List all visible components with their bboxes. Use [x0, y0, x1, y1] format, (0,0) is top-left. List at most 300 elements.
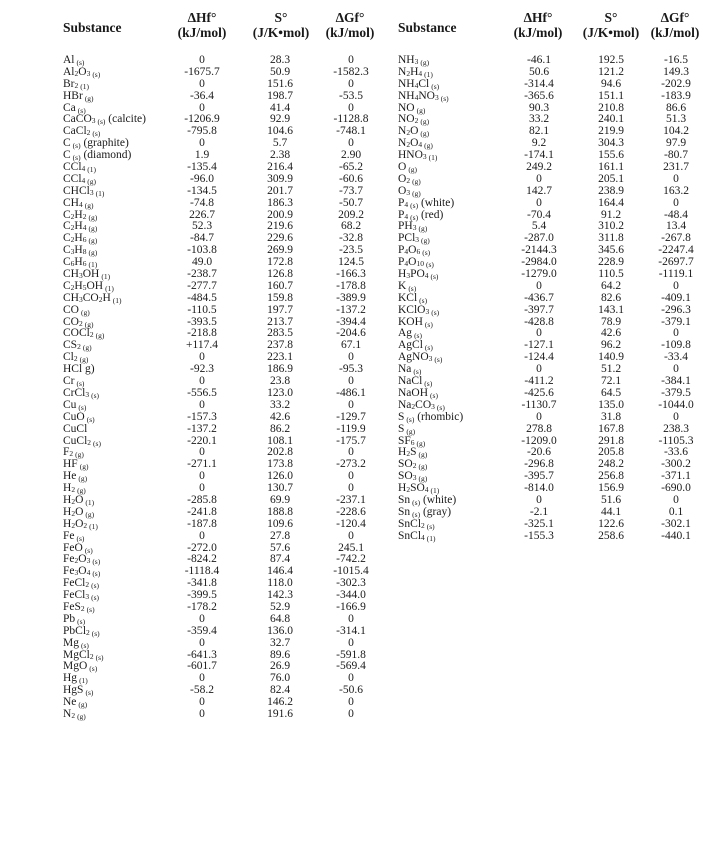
formula: COCl$_2$	[63, 327, 94, 340]
enthalpy-value: 0	[199, 77, 205, 90]
state-label: (s)	[92, 69, 101, 79]
gibbs-value: -2247.4	[658, 244, 694, 257]
state-label: (g)	[88, 212, 98, 222]
enthalpy-value: -395.7	[524, 470, 554, 483]
enthalpy-value: -241.8	[187, 505, 217, 518]
enthalpy-value: -174.1	[524, 149, 554, 162]
entropy-value: 173.8	[267, 458, 293, 471]
gibbs-value: -50.6	[339, 684, 363, 697]
state-label: (s)	[440, 93, 449, 103]
state-label: (s)	[434, 355, 443, 365]
gibbs-value: -95.3	[339, 363, 363, 376]
state-label: (g)	[79, 355, 89, 365]
state-label: (g)	[416, 438, 426, 448]
entropy-value: 91.2	[600, 208, 622, 221]
entropy-value: 213.7	[267, 315, 293, 328]
formula: $H_2O_2$	[63, 517, 88, 530]
enthalpy-value: -2144.3	[521, 244, 557, 257]
entropy-value: 164.4	[598, 196, 624, 209]
formula: $SO_3$	[398, 470, 417, 483]
state-label: (s)	[436, 402, 445, 412]
state-label: (g)	[416, 105, 426, 115]
gibbs-value: -302.3	[336, 577, 366, 590]
enthalpy-value: 0	[199, 470, 205, 483]
gibbs-value: 0	[348, 77, 354, 90]
gibbs-value: -33.6	[664, 446, 688, 459]
state-label: (s)	[406, 414, 415, 424]
state-label: (g)	[420, 129, 430, 139]
formula: KOH	[398, 315, 423, 328]
state-label: (g)	[418, 450, 428, 460]
formula: $C_2H_2$	[63, 208, 87, 221]
state-label: (g)	[408, 165, 418, 175]
enthalpy-value: -393.5	[187, 315, 217, 328]
state-label: (g)	[77, 711, 86, 721]
state-label: (1)	[424, 69, 433, 79]
formula: $N_2H_4$	[398, 65, 423, 78]
gibbs-value: -273.2	[336, 458, 366, 471]
substance-name	[63, 424, 87, 436]
formula: PbCl$_2$	[63, 624, 90, 637]
state-label: (g)	[84, 93, 94, 103]
state-label: (g)	[78, 474, 88, 484]
gibbs-value: 0	[673, 172, 679, 185]
formula: CHCl$_3$	[63, 184, 94, 197]
gibbs-unit: (kJ/mol)	[650, 25, 700, 40]
formula: Na	[398, 363, 412, 376]
formula: Sn	[398, 505, 411, 518]
state-label: (s)	[419, 295, 428, 305]
state-label: (s)	[77, 105, 86, 115]
formula: AgCl	[398, 339, 423, 352]
enthalpy-value: -124.4	[524, 351, 554, 364]
enthalpy-value: -287.0	[524, 232, 554, 245]
enthalpy-value: 0	[199, 529, 205, 542]
entropy-value: 109.6	[267, 517, 293, 530]
formula: $H_2O$	[63, 493, 84, 506]
enthalpy-value: -425.6	[524, 386, 554, 399]
entropy-value: 110.5	[598, 268, 624, 281]
formula: $CH_3OH$	[63, 268, 100, 281]
formula: $C_2H_4$	[63, 220, 87, 233]
enthalpy-value: -1279.0	[521, 268, 557, 281]
enthalpy-value: 0	[199, 375, 205, 388]
gibbs-value: -1105.3	[658, 434, 694, 447]
formula: $NO_2$	[398, 113, 419, 126]
entropy-value: 146.4	[267, 565, 293, 578]
gibbs-value: -32.8	[339, 232, 363, 245]
gibbs-value: 0	[348, 482, 354, 495]
formula: Mg	[63, 636, 79, 649]
state-label: (s)	[92, 557, 101, 567]
form-label: (rhombic)	[414, 410, 464, 423]
entropy-value: 283.5	[267, 327, 293, 340]
state-label: (g)	[84, 319, 94, 329]
entropy-value: 228.9	[598, 256, 624, 269]
entropy-value: 172.8	[267, 256, 293, 269]
state-label: (1)	[80, 81, 89, 91]
enthalpy-value: -556.5	[187, 386, 217, 399]
enthalpy-value: -110.5	[187, 303, 217, 316]
formula: NO	[398, 101, 415, 114]
formula: HgS	[63, 684, 84, 697]
gibbs-value: -50.7	[339, 196, 363, 209]
entropy-value: 52.9	[269, 600, 291, 613]
enthalpy-value: -103.8	[187, 244, 217, 257]
formula: FeS$_2$	[63, 600, 85, 613]
entropy-value: 51.6	[600, 493, 622, 506]
form-label: (calcite)	[105, 113, 146, 126]
enthalpy-value: -127.1	[524, 339, 554, 352]
form-label: (red)	[418, 208, 444, 221]
state-label: (1)	[112, 295, 122, 305]
gibbs-value: 149.3	[663, 65, 689, 78]
enthalpy-value: 0	[199, 672, 205, 685]
entropy-value: 205.1	[598, 172, 624, 185]
entropy-value: 31.8	[600, 410, 622, 423]
gibbs-header	[630, 10, 720, 40]
entropy-value: 78.9	[600, 315, 622, 328]
enthalpy-value: -137.2	[187, 422, 217, 435]
gibbs-value: 0	[348, 696, 354, 709]
gibbs-value: 67.1	[340, 339, 362, 352]
state-label: (g)	[412, 188, 421, 198]
gibbs-value: -440.1	[661, 529, 691, 542]
enthalpy-value: -155.3	[524, 529, 554, 542]
enthalpy-value: 0	[199, 351, 205, 364]
enthalpy-value: -2984.0	[521, 256, 557, 269]
gibbs-value: -314.1	[336, 624, 366, 637]
enthalpy-value: 82.1	[528, 125, 550, 138]
gibbs-value: 245.1	[338, 541, 364, 554]
formula: Sn	[398, 493, 411, 506]
entropy-value: 140.9	[598, 351, 624, 364]
entropy-value: 186.9	[267, 363, 293, 376]
enthalpy-value: 50.6	[528, 65, 550, 78]
enthalpy-value: -238.7	[187, 268, 217, 281]
entropy-value: 2.38	[269, 149, 291, 162]
state-label: (1)	[101, 272, 111, 282]
formula: CO	[63, 303, 79, 316]
gibbs-value: 0	[673, 279, 679, 292]
state-label: (1)	[79, 676, 88, 686]
formula: Cr	[63, 375, 75, 388]
state-label: (s)	[92, 129, 101, 139]
gibbs-value: -119.9	[336, 422, 366, 435]
gibbs-value: -33.4	[664, 351, 688, 364]
formula: $N_2O_4$	[398, 137, 423, 150]
formula: $NH_4Cl$	[398, 77, 430, 90]
state-label: (g)	[420, 117, 430, 127]
enthalpy-value: -1130.7	[521, 398, 557, 411]
state-label: (s)	[77, 616, 86, 626]
formula: Al	[63, 54, 75, 66]
gibbs-value: 0	[673, 196, 679, 209]
entropy-value: 309.9	[267, 172, 293, 185]
entropy-value: 121.2	[598, 65, 624, 78]
formula: S	[398, 410, 405, 423]
gibbs-value: -109.8	[661, 339, 691, 352]
state-label: (s)	[78, 402, 87, 412]
gibbs-value: -591.8	[336, 648, 366, 661]
substance-header: Substance	[398, 20, 457, 35]
enthalpy-value: 142.7	[526, 184, 552, 197]
enthalpy-value: 0	[536, 327, 542, 340]
entropy-value: 130.7	[267, 482, 293, 495]
form-label: (white)	[418, 196, 455, 209]
formula: Cu	[63, 398, 77, 411]
enthalpy-value: 49.0	[191, 256, 213, 269]
entropy-value: 72.1	[600, 375, 622, 388]
state-label: (g)	[80, 307, 90, 317]
entropy-value: 32.7	[269, 636, 291, 649]
enthalpy-value: -92.3	[190, 363, 214, 376]
gibbs-value: -409.1	[661, 291, 691, 304]
entropy-value: 197.7	[267, 303, 293, 316]
enthalpy-value: -641.3	[187, 648, 217, 661]
state-label: (1)	[87, 165, 97, 175]
enthalpy-unit: (kJ/mol)	[177, 25, 227, 40]
gibbs-value: 0	[673, 327, 679, 340]
entropy-value: 291.8	[598, 434, 624, 447]
formula: NaCl	[398, 375, 423, 388]
entropy-value: 200.9	[267, 208, 293, 221]
enthalpy-value: 9.2	[531, 137, 547, 150]
form-label: (graphite)	[80, 137, 129, 150]
enthalpy-value: 0	[199, 696, 205, 709]
enthalpy-value: 0	[199, 636, 205, 649]
entropy-value: 86.2	[269, 422, 291, 435]
state-label: (s)	[413, 367, 422, 377]
gibbs-value: -379.1	[661, 315, 691, 328]
formula: $P_4O_{10}$	[398, 256, 424, 269]
gibbs-value: -300.2	[661, 458, 691, 471]
entropy-symbol: S°	[274, 10, 288, 25]
state-label: (s)	[80, 640, 89, 650]
entropy-value: 223.1	[267, 351, 293, 364]
formula: $SF_6$	[398, 434, 415, 447]
state-label: (s)	[410, 212, 419, 222]
entropy-value: 44.1	[600, 505, 622, 518]
state-label: (g)	[88, 224, 98, 234]
substance-header: Substance	[63, 20, 122, 35]
entropy-value: 92.9	[269, 113, 291, 126]
enthalpy-value: -1675.7	[184, 65, 220, 78]
formula: $CH_4$	[63, 196, 83, 209]
state-label: (g)	[79, 462, 89, 472]
state-label: (s)	[89, 664, 98, 674]
enthalpy-value: 33.2	[528, 113, 550, 126]
state-label: (s)	[85, 688, 94, 698]
gibbs-value: 0	[348, 707, 354, 720]
form-label: (diamond)	[80, 149, 132, 162]
entropy-value: 191.6	[267, 707, 293, 720]
formula: $O_2$	[398, 172, 411, 185]
formula: HBr	[63, 89, 83, 102]
gibbs-value: -2697.7	[658, 256, 694, 269]
entropy-value: 205.8	[598, 446, 624, 459]
formula: $NH_4NO_3$	[398, 89, 439, 102]
formula: $CS_2$	[63, 339, 81, 352]
formula: CuCl$_2$	[63, 434, 92, 447]
enthalpy-value: -428.8	[524, 315, 554, 328]
gibbs-value: -23.5	[339, 244, 363, 257]
entropy-value: 33.2	[269, 398, 291, 411]
gibbs-value: -120.4	[336, 517, 366, 530]
formula: $Al_2O_3$	[63, 65, 91, 78]
entropy-value: 82.4	[269, 684, 291, 697]
entropy-value: 258.6	[598, 529, 624, 542]
formula: $H_2O$	[63, 505, 84, 518]
gibbs-value: 13.4	[665, 220, 687, 233]
gibbs-value: -1044.0	[658, 398, 694, 411]
formula: $N_2$	[63, 707, 76, 720]
formula: CuO	[63, 410, 85, 423]
enthalpy-value: -46.1	[527, 54, 551, 66]
gibbs-value: -1582.3	[333, 65, 369, 78]
gibbs-value: 209.2	[338, 208, 364, 221]
gibbs-value: 0	[348, 54, 354, 66]
state-label: (1)	[430, 486, 440, 496]
state-label: (s)	[424, 379, 433, 389]
gibbs-value: -742.2	[336, 553, 366, 566]
formula: KClO$_3$	[398, 303, 430, 316]
enthalpy-value: 0	[536, 172, 542, 185]
gibbs-value: -65.2	[339, 161, 363, 174]
entropy-value: 269.9	[267, 244, 293, 257]
enthalpy-value: 226.7	[189, 208, 215, 221]
enthalpy-value: -58.2	[190, 684, 214, 697]
enthalpy-value: 52.3	[191, 220, 213, 233]
enthalpy-value: -814.0	[524, 482, 554, 495]
entropy-value: 219.9	[598, 125, 624, 138]
enthalpy-value: -411.2	[524, 375, 554, 388]
gibbs-value: 0	[348, 470, 354, 483]
gibbs-value: -202.9	[661, 77, 691, 90]
state-label: (g)	[82, 343, 92, 353]
state-label: (1)	[88, 260, 98, 270]
formula: $Cl_2$	[63, 351, 78, 364]
entropy-value: 210.8	[598, 101, 624, 114]
enthalpy-value: -96.0	[190, 172, 214, 185]
formula: SnCl$_2$	[398, 517, 425, 530]
formula: C	[63, 137, 71, 150]
gibbs-symbol: ΔGf°	[335, 10, 365, 25]
enthalpy-value: -399.5	[187, 589, 217, 602]
gibbs-value: -53.5	[339, 89, 363, 102]
formula: $P_4$	[398, 196, 409, 209]
state-label: (1)	[95, 188, 105, 198]
state-label: (s)	[426, 521, 435, 531]
formula: Ca	[63, 101, 76, 114]
entropy-value: 41.4	[269, 101, 291, 114]
enthalpy-value: -271.1	[187, 458, 217, 471]
gibbs-value: -690.0	[661, 482, 691, 495]
entropy-value: 192.5	[598, 54, 624, 66]
formula: CCl$_4$	[63, 161, 86, 174]
entropy-value: 188.8	[267, 505, 293, 518]
enthalpy-value: -157.3	[187, 410, 217, 423]
gibbs-value: 0	[348, 612, 354, 625]
entropy-value: 69.9	[269, 493, 291, 506]
state-label: (g)	[406, 426, 416, 436]
enthalpy-value: -285.8	[187, 493, 217, 506]
gibbs-value: -296.3	[661, 303, 691, 316]
entropy-value: 135.0	[598, 398, 624, 411]
state-label: (g)	[412, 176, 421, 186]
entropy-value: 229.6	[267, 232, 293, 245]
entropy-symbol: S°	[604, 10, 618, 25]
gibbs-value: 68.2	[340, 220, 362, 233]
formula: SnCl$_4$	[398, 529, 425, 542]
formula: KCl	[398, 291, 418, 304]
entropy-value: 186.3	[267, 196, 293, 209]
state-label: (s)	[424, 319, 433, 329]
gibbs-value: -569.4	[336, 660, 366, 673]
entropy-value: 27.8	[269, 529, 291, 542]
enthalpy-value: 0	[536, 363, 542, 376]
entropy-unit: (J/K•mol)	[252, 25, 310, 40]
gibbs-value: -237.1	[336, 493, 366, 506]
gibbs-value: -137.2	[336, 303, 366, 316]
entropy-value: 304.3	[598, 137, 624, 150]
gibbs-value: 0	[673, 363, 679, 376]
state-label: (g)	[85, 509, 95, 519]
state-label: (s)	[430, 272, 439, 282]
gibbs-value: -228.6	[336, 505, 366, 518]
enthalpy-unit: (kJ/mol)	[513, 25, 563, 40]
state-label: (1)	[428, 153, 438, 163]
state-label: (g)	[421, 236, 430, 246]
state-label: (s)	[414, 331, 422, 341]
entropy-value: 64.8	[269, 612, 291, 625]
formula: $C_2H_6$	[63, 232, 87, 245]
gibbs-value: 97.9	[665, 137, 687, 150]
gibbs-value: 0.1	[668, 505, 684, 518]
state-label: (g)	[418, 462, 428, 472]
entropy-value: 156.9	[598, 482, 624, 495]
state-label: (g)	[418, 474, 428, 484]
entropy-value: 201.7	[267, 184, 293, 197]
state-label: (g)	[84, 200, 94, 210]
entropy-value: 87.4	[269, 553, 291, 566]
gibbs-value: 0	[348, 101, 354, 114]
formula: $H_3PO_4$	[398, 268, 429, 281]
formula: AgNO$_3$	[398, 351, 433, 364]
state-label: (s)	[412, 497, 421, 507]
state-label: (s)	[95, 652, 104, 662]
formula: $CO_2$	[63, 315, 83, 328]
enthalpy-value: -359.4	[187, 624, 217, 637]
state-label: (s)	[76, 533, 85, 543]
enthalpy-value: -20.6	[527, 446, 551, 459]
entropy-value: 198.7	[267, 89, 293, 102]
gibbs-value: -1119.1	[658, 268, 694, 281]
gibbs-value: -1015.4	[333, 565, 369, 578]
enthalpy-value: 0	[536, 410, 542, 423]
formula: $SO_2$	[398, 458, 417, 471]
formula: S	[398, 422, 405, 435]
formula: He	[63, 470, 77, 483]
entropy-value: 123.0	[267, 386, 293, 399]
gibbs-value: -371.1	[661, 470, 691, 483]
state-label: (s)	[431, 307, 440, 317]
gibbs-unit: (kJ/mol)	[325, 25, 375, 40]
gibbs-value: 0	[348, 398, 354, 411]
formula: O	[398, 161, 407, 174]
gibbs-value: -394.4	[336, 315, 366, 328]
enthalpy-value: -601.7	[187, 660, 217, 673]
